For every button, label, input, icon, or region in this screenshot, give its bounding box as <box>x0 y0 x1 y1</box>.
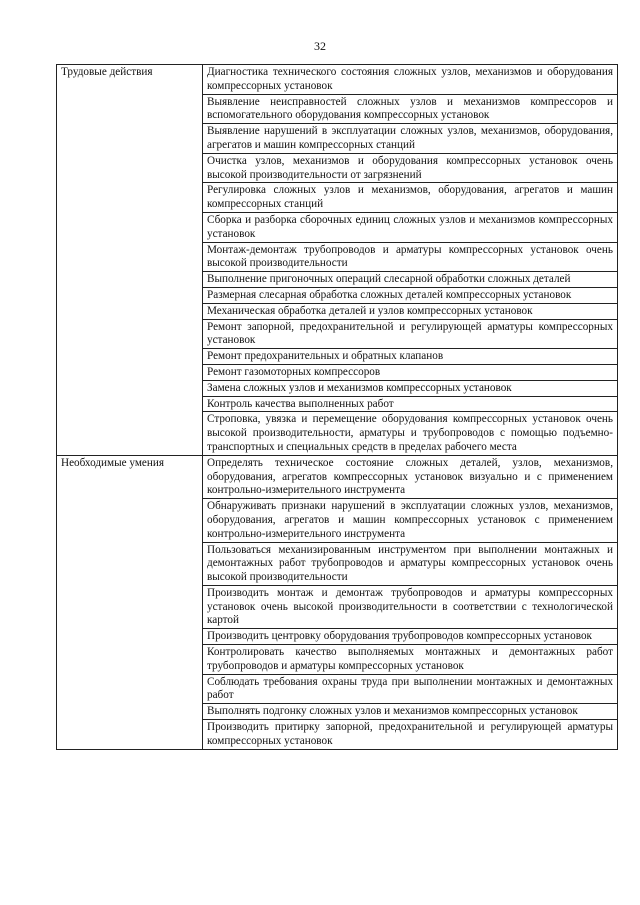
page-number: 32 <box>314 39 326 53</box>
requirement-item: Обнаруживать признаки нарушений в эксплуатации сложных узлов, механизмов, оборудования, агрегатов и машин компрессорных установок с применением контрольно-измерительного инструмента <box>203 499 618 542</box>
table-body <box>57 65 618 750</box>
table-row <box>57 455 618 498</box>
requirement-item: Монтаж-демонтаж трубопроводов и арматуры компрессорных установок очень высокой производительности <box>203 242 618 272</box>
requirement-item: Механическая обработка деталей и узлов компрессорных установок <box>203 303 618 319</box>
table-row <box>57 65 618 95</box>
requirement-item: Диагностика технического состояния сложных узлов, механизмов и оборудования компрессорных установок <box>203 65 618 95</box>
requirement-item: Ремонт запорной, предохранительной и регулирующей арматуры компрессорных установок <box>203 319 618 349</box>
requirement-item: Замена сложных узлов и механизмов компрессорных установок <box>203 380 618 396</box>
requirement-item: Контролировать качество выполняемых монтажных и демонтажных работ трубопроводов и арматуры компрессорных установок <box>203 645 618 675</box>
requirement-item: Ремонт газомоторных компрессоров <box>203 364 618 380</box>
section-label: Необходимые умения <box>57 455 203 749</box>
requirement-item: Пользоваться механизированным инструментом при выполнении монтажных и демонтажных работ трубопроводов и арматуры компрессорных установок очень высокой производительности <box>203 542 618 585</box>
requirement-item: Выявление неисправностей сложных узлов и механизмов компрессоров и вспомогательного оборудования компрессорных установок <box>203 94 618 124</box>
requirement-item: Выполнять подгонку сложных узлов и механизмов компрессорных установок <box>203 704 618 720</box>
requirement-item: Выполнение пригоночных операций слесарной обработки сложных деталей <box>203 272 618 288</box>
requirement-item: Производить притирку запорной, предохранительной и регулирующей арматуры компрессорных установок <box>203 720 618 750</box>
requirement-item: Производить центровку оборудования трубопроводов компрессорных установок <box>203 629 618 645</box>
requirement-item: Контроль качества выполненных работ <box>203 396 618 412</box>
requirement-item: Ремонт предохранительных и обратных клапанов <box>203 349 618 365</box>
requirement-item: Регулировка сложных узлов и механизмов, оборудования, агрегатов и машин компрессорных станций <box>203 183 618 213</box>
requirement-item: Размерная слесарная обработка сложных деталей компрессорных установок <box>203 287 618 303</box>
requirement-item: Производить монтаж и демонтаж трубопроводов и арматуры компрессорных установок очень высокой производительности в соответствии с технологической картой <box>203 585 618 628</box>
requirement-item: Определять техническое состояние сложных деталей, узлов, механизмов, оборудования, агрегатов компрессорных установок визуально и с применением контрольно-измерительного инструмента <box>203 455 618 498</box>
requirements-table <box>56 64 618 750</box>
requirement-item: Соблюдать требования охраны труда при выполнении монтажных и демонтажных работ <box>203 674 618 704</box>
requirement-item: Выявление нарушений в эксплуатации сложных узлов, механизмов, оборудования, агрегатов и машин компрессорных станций <box>203 124 618 154</box>
requirement-item: Сборка и разборка сборочных единиц сложных узлов и механизмов компрессорных установок <box>203 212 618 242</box>
requirement-item: Очистка узлов, механизмов и оборудования компрессорных установок очень высокой производительности от загрязнений <box>203 153 618 183</box>
requirement-item: Строповка, увязка и перемещение оборудования компрессорных установок очень высокой производительности, арматуры и трубопроводов с помощью подъемно-транспортных и специальных средств в пределах рабочего места <box>203 412 618 455</box>
section-label: Трудовые действия <box>57 65 203 456</box>
